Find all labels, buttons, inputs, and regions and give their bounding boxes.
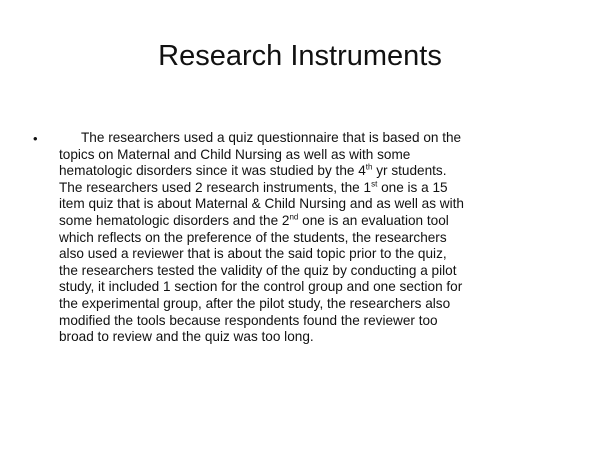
paragraph-line: modified the tools because respondents found the reviewer too [59, 312, 438, 328]
superscript: nd [289, 212, 299, 222]
paragraph-line: the experimental group, after the pilot study, the researchers also [59, 295, 451, 311]
paragraph-line: topics on Maternal and Child Nursing as well as with some [59, 146, 411, 162]
superscript: st [371, 179, 378, 189]
paragraph-line: also used a reviewer that is about the said topic prior to the quiz, [59, 246, 447, 262]
paragraph-line: The researchers used 2 research instruments, the 1st one is a 15 [59, 179, 448, 195]
paragraph-line: broad to review and the quiz was too long. [59, 329, 314, 345]
paragraph-line: study, it included 1 section for the control group and one section for [59, 279, 463, 295]
superscript: th [365, 162, 373, 172]
paragraph-line: which reflects on the preference of the students, the researchers [59, 229, 447, 245]
paragraph-line: the researchers tested the validity of the quiz by conducting a pilot [59, 262, 457, 278]
bullet-paragraph [59, 130, 579, 346]
paragraph-line: item quiz that is about Maternal & Child Nursing and as well as with [59, 196, 464, 212]
bullet-marker: • [33, 131, 38, 146]
slide-title: Research Instruments [158, 40, 442, 72]
paragraph-line: The researchers used a quiz questionnaire that is based on the [81, 130, 462, 145]
paragraph-line: hematologic disorders since it was studied by the 4th yr students. [59, 162, 447, 179]
paragraph-line: some hematologic disorders and the 2nd one is an evaluation tool [59, 212, 449, 228]
